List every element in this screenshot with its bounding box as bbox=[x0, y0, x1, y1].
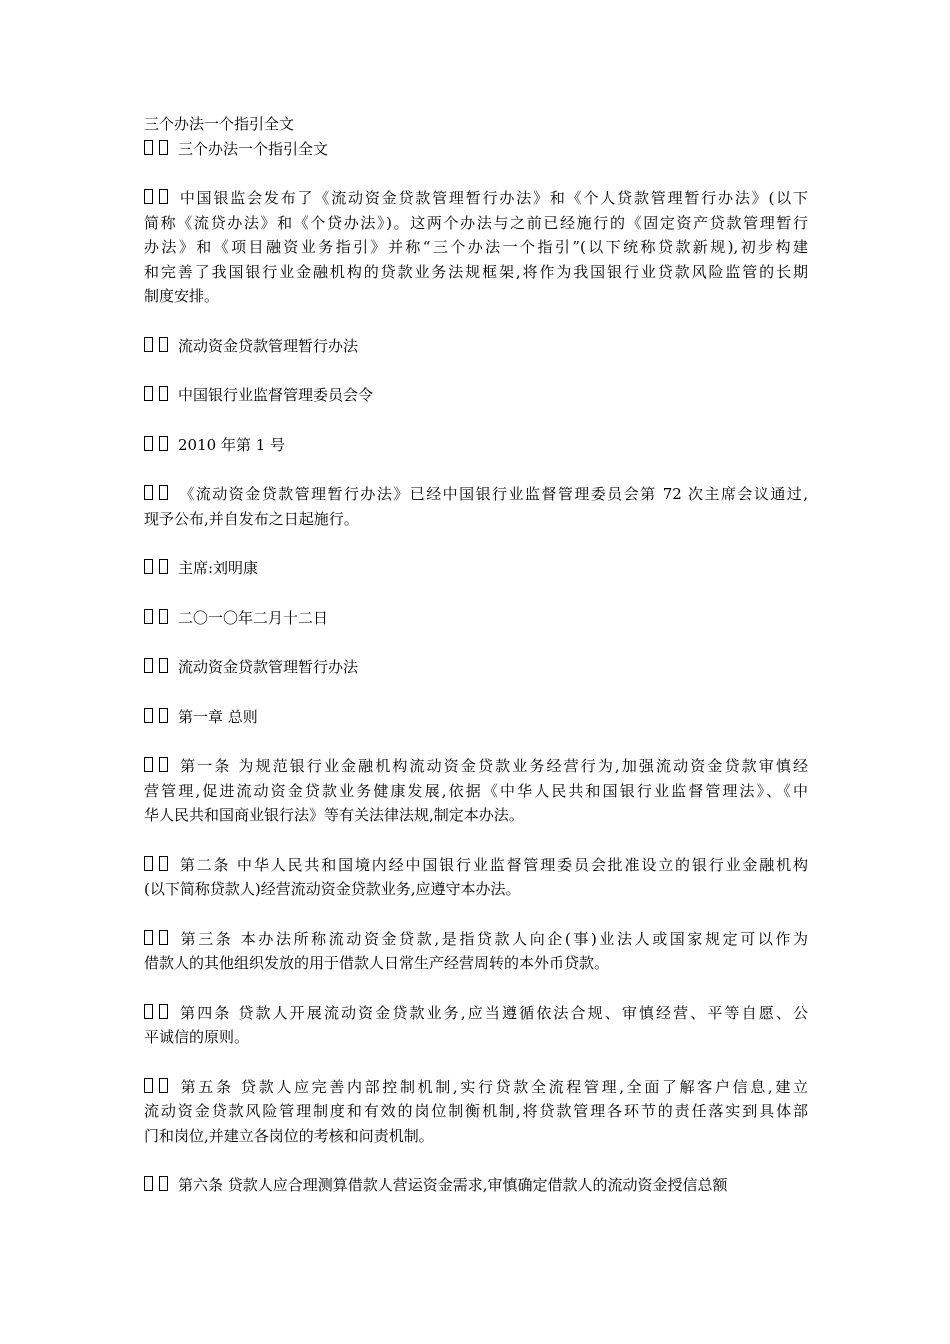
text-content: 华人民共和国商业银行法》等有关法律法规,制定本办法。 bbox=[144, 806, 524, 824]
text-content: 2010 年第 1 号 bbox=[178, 435, 286, 454]
paragraph bbox=[144, 433, 808, 458]
text-content: 流动资金贷款管理暂行办法 bbox=[178, 336, 359, 355]
paragraph-gap bbox=[144, 680, 808, 705]
text-line bbox=[144, 927, 808, 952]
text-line bbox=[144, 1173, 808, 1198]
missing-glyph-icon bbox=[144, 1176, 153, 1191]
missing-glyph-icon bbox=[144, 485, 153, 500]
text-content: 中国银监会发布了《流动资金贷款管理暂行办法》和《个人贷款管理暂行办法》(以下 bbox=[178, 189, 808, 207]
text-line bbox=[144, 1099, 808, 1124]
paragraph-gap bbox=[144, 630, 808, 655]
text-line bbox=[144, 383, 808, 408]
text-content: 《流动资金贷款管理暂行办法》已经中国银行业监督管理委员会第 72 次主席会议通过, bbox=[178, 485, 808, 503]
missing-glyph-icon bbox=[159, 386, 168, 401]
missing-glyph-icon bbox=[159, 658, 168, 673]
text-line bbox=[144, 853, 808, 878]
paragraph bbox=[144, 482, 808, 531]
missing-glyph-icon bbox=[144, 609, 153, 624]
text-content: 第一条 为规范银行业金融机构流动资金贷款业务经营行为,加强流动资金贷款审慎经 bbox=[178, 757, 808, 775]
doc-title: 三个办法一个指引全文 bbox=[144, 115, 295, 133]
paragraph-gap bbox=[144, 358, 808, 383]
paragraph-gap bbox=[144, 828, 808, 853]
paragraph bbox=[144, 383, 808, 408]
missing-glyph-icon bbox=[144, 757, 153, 772]
text-line bbox=[144, 606, 808, 631]
text-content: 中国银行业监督管理委员会令 bbox=[178, 386, 374, 404]
paragraph bbox=[144, 556, 808, 581]
text-content: 和完善了我国银行业金融机构的贷款业务法规框架,将作为我国银行业贷款风险监管的长期 bbox=[144, 262, 808, 281]
text-content: 办法》和《项目融资业务指引》并称“三个办法一个指引”(以下统称贷款新规),初步构建 bbox=[144, 238, 808, 256]
text-content: 营管理,促进流动资金贷款业务健康发展,依据《中华人民共和国银行业监督管理法》、《中 bbox=[144, 781, 808, 800]
missing-glyph-icon bbox=[159, 609, 168, 624]
text-line bbox=[144, 433, 808, 458]
text-line bbox=[144, 803, 808, 828]
paragraph bbox=[144, 186, 808, 309]
text-content: 现予公布,并自发布之日起施行。 bbox=[144, 509, 359, 528]
text-line bbox=[144, 655, 808, 680]
text-line bbox=[144, 779, 808, 804]
paragraph-gap bbox=[144, 457, 808, 482]
missing-glyph-icon bbox=[159, 436, 168, 451]
text-line bbox=[144, 951, 808, 976]
paragraph-gap bbox=[144, 161, 808, 186]
text-content: 平诚信的原则。 bbox=[144, 1028, 250, 1046]
paragraph-gap bbox=[144, 902, 808, 927]
missing-glyph-icon bbox=[159, 708, 168, 723]
text-content: 第三条 本办法所称流动资金贷款,是指贷款人向企(事)业法人或国家规定可以作为 bbox=[178, 929, 808, 948]
paragraph-gap bbox=[144, 1050, 808, 1075]
missing-glyph-icon bbox=[159, 337, 168, 352]
paragraph bbox=[144, 1075, 808, 1149]
paragraph-gap bbox=[144, 408, 808, 433]
paragraph bbox=[144, 705, 808, 730]
missing-glyph-icon bbox=[144, 559, 153, 574]
paragraph bbox=[144, 1173, 808, 1198]
missing-glyph-icon bbox=[159, 189, 168, 204]
text-line bbox=[144, 235, 808, 260]
paragraph-gap bbox=[144, 581, 808, 606]
paragraph-gap bbox=[144, 729, 808, 754]
text-line bbox=[144, 482, 808, 507]
text-content: 第六条 贷款人应合理测算借款人营运资金需求,审慎确定借款人的流动资金授信总额 bbox=[178, 1176, 728, 1194]
paragraph bbox=[144, 853, 808, 902]
paragraph-gap bbox=[144, 1148, 808, 1173]
text-content: 借款人的其他组织发放的用于借款人日常生产经营周转的本外币贷款。 bbox=[144, 954, 610, 972]
text-line bbox=[144, 1075, 808, 1100]
missing-glyph-icon bbox=[144, 337, 153, 352]
missing-glyph-icon bbox=[144, 856, 153, 871]
missing-glyph-icon bbox=[144, 189, 153, 204]
missing-glyph-icon bbox=[159, 930, 168, 945]
missing-glyph-icon bbox=[159, 140, 168, 155]
text-content: 门和岗位,并建立各岗位的考核和问责机制。 bbox=[144, 1126, 434, 1145]
missing-glyph-icon bbox=[159, 1078, 168, 1093]
missing-glyph-icon bbox=[144, 140, 153, 155]
text-content: 第一章 总则 bbox=[178, 707, 258, 726]
missing-glyph-icon bbox=[159, 1004, 168, 1019]
missing-glyph-icon bbox=[144, 1004, 153, 1019]
text-content: 主席:刘明康 bbox=[178, 559, 259, 577]
text-line bbox=[144, 334, 808, 359]
missing-glyph-icon bbox=[159, 559, 168, 574]
text-content: 制度安排。 bbox=[144, 287, 220, 305]
missing-glyph-icon bbox=[159, 1176, 168, 1191]
doc-subtitle: 三个办法一个指引全文 bbox=[144, 137, 808, 162]
text-line bbox=[144, 556, 808, 581]
paragraph bbox=[144, 754, 808, 828]
text-content: 二〇一〇年二月十二日 bbox=[178, 608, 329, 627]
text-line bbox=[144, 705, 808, 730]
missing-glyph-icon bbox=[144, 930, 153, 945]
text-line bbox=[144, 186, 808, 211]
document-page bbox=[144, 112, 808, 1198]
paragraph bbox=[144, 1001, 808, 1050]
text-line bbox=[144, 877, 808, 902]
missing-glyph-icon bbox=[144, 708, 153, 723]
missing-glyph-icon bbox=[144, 386, 153, 401]
missing-glyph-icon bbox=[159, 856, 168, 871]
text-content: 流动资金贷款风险管理制度和有效的岗位制衡机制,将贷款管理各环节的责任落实到具体部 bbox=[144, 1102, 808, 1120]
missing-glyph-icon bbox=[159, 485, 168, 500]
text-line bbox=[144, 284, 808, 309]
paragraph bbox=[144, 334, 808, 359]
text-content: 第四条 贷款人开展流动资金贷款业务,应当遵循依法合规、审慎经营、平等自愿、公 bbox=[178, 1003, 808, 1022]
missing-glyph-icon bbox=[144, 658, 153, 673]
paragraph-gap bbox=[144, 976, 808, 1001]
text-line bbox=[144, 260, 808, 285]
paragraph bbox=[144, 655, 808, 680]
text-line bbox=[144, 1001, 808, 1026]
text-content: 流动资金贷款管理暂行办法 bbox=[178, 658, 359, 676]
text-line bbox=[144, 1025, 808, 1050]
paragraph-gap bbox=[144, 531, 808, 556]
text-content: 简称《流贷办法》和《个贷办法》)。这两个办法与之前已经施行的《固定资产贷款管理暂行 bbox=[144, 213, 808, 232]
text-line bbox=[144, 1124, 808, 1149]
text-content: (以下简称贷款人)经营流动资金贷款业务,应遵守本办法。 bbox=[144, 880, 521, 898]
missing-glyph-icon bbox=[144, 436, 153, 451]
text-line bbox=[144, 754, 808, 779]
document-body bbox=[144, 186, 808, 1198]
missing-glyph-icon bbox=[159, 757, 168, 772]
text-line bbox=[144, 211, 808, 236]
paragraph bbox=[144, 606, 808, 631]
text-content: 第二条 中华人民共和国境内经中国银行业监督管理委员会批准设立的银行业金融机构 bbox=[178, 855, 808, 874]
paragraph-gap bbox=[144, 309, 808, 334]
text-line bbox=[144, 507, 808, 532]
missing-glyph-icon bbox=[144, 1078, 153, 1093]
paragraph bbox=[144, 927, 808, 976]
text-content: 第五条 贷款人应完善内部控制机制,实行贷款全流程管理,全面了解客户信息,建立 bbox=[178, 1077, 808, 1096]
